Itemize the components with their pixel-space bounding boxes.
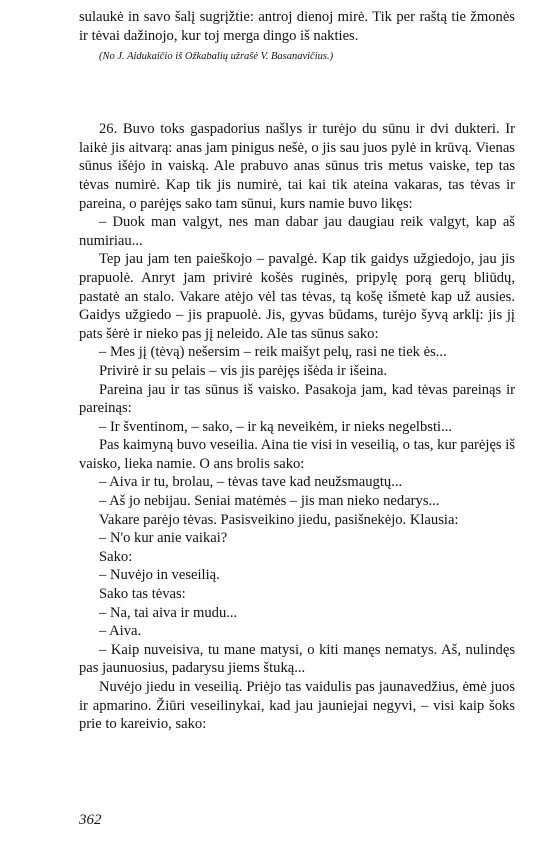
paragraph-gap xyxy=(79,80,515,104)
text-paragraph: Vakare parėjo tėvas. Pasisveikino jiedu, pasišnekėjo. Klausia: xyxy=(99,511,459,528)
text-paragraph: – Aiva. xyxy=(99,623,142,640)
text-paragraph: – Aiva ir tu, brolau, – tėvas tave kad neužsmaugtų... xyxy=(99,474,403,491)
text-paragraph: Tep jau jam ten paieškojo – pavalgė. Kap tik gaidys užgiedojo, jau jis prapuolė. Anryt jam privirė košės ruginės, pripylę porą gerų bliūdų, pastatė an stalo. Vakare atėjo vėl tas tėvas, tą košę išmetė kap už ausies. Gaidys užgiedo – jis prapuolė. Jis, gyvas būdams, turėjo šyvą arklį: jis jį pats šėrė ir nieko pas jį neleido. Ale tas sūnus sako: xyxy=(79,251,515,342)
text-paragraph: – Duok man valgyt, nes man dabar jau daugiau reik valgyt, kap aš numiriau... xyxy=(79,214,515,249)
text-paragraph: – N'o kur anie vaikai? xyxy=(99,530,228,547)
text-paragraph: Nuvėjo jiedu in veseilią. Priėjo tas vaidulis pas jaunavedžius, ėmė juos ir apmarino. Žiūri veseilinykai, kad jau jauniejai negyvi, – visi kaip šoks prie to kareivio, sako: xyxy=(79,679,515,733)
text-paragraph: Privirė ir su pelais – vis jis parėjęs išėda ir išeina. xyxy=(99,362,388,379)
text-paragraph: Sako: xyxy=(99,548,133,565)
text-paragraph: – Mes jį (tėvą) nešersim – reik maišyt pelų, rasi ne tiek ės... xyxy=(99,344,447,361)
text-paragraph: Sako tas tėvas: xyxy=(99,586,186,603)
page-text xyxy=(79,8,515,734)
text-paragraph: 26. Buvo toks gaspadorius našlys ir turėjo du sūnu ir dvi dukteri. Ir laikė jis aitvarą: anas jam pinigus nešė, o jis sau juos pylė in krūvą. Vienas sūnus išėjo in vaiską. Ale prabuvo anas sūnus tris metus vaiske, tep tas tėvas numirė. Kap tik jis numirė, tai kai tik ateina vakaras, tas tėvas ir pareina, o parėjęs sako tam sūnui, kurs namie buvo likęs: xyxy=(79,121,515,212)
text-paragraph: – Na, tai aiva ir mudu... xyxy=(99,604,238,621)
text-paragraph: Pareina jau ir tas sūnus iš vaisko. Pasakoja jam, kad tėvas pareinąs ir pareinąs: xyxy=(79,381,515,417)
text-paragraph: sulaukė in savo šalį sugrįžtie: antroj dienoj mirė. Tik per raštą tie žmonės ir tėvai dažinojo, kur toj merga dingo iš nakties. xyxy=(79,9,515,44)
text-paragraph: Pas kaimyną buvo veseilia. Aina tie visi in veseilią, o tas, kur parėjęs iš vaisko, lieka namie. O ans brolis sako: xyxy=(79,437,515,472)
text-paragraph: – Ir šventinom, – sako, – ir ką neveikėm, ir nieks negelbsti... xyxy=(99,418,453,435)
page-number: 362 xyxy=(79,812,102,828)
text-paragraph: – Aš jo nebijau. Seniai matėmės – jis man nieko nedarys... xyxy=(99,493,440,510)
text-paragraph: – Nuvėjo in veseilią. xyxy=(99,567,220,584)
text-paragraph: – Kaip nuveisiva, tu mane matysi, o kiti manęs nematys. Aš, nulindęs pas jaunuosius, padarysu jiems štuką... xyxy=(79,641,515,677)
source-note: (No J. Aidukaičio iš Ožkabalių užrašė V. Basanavičius.) xyxy=(99,51,334,63)
